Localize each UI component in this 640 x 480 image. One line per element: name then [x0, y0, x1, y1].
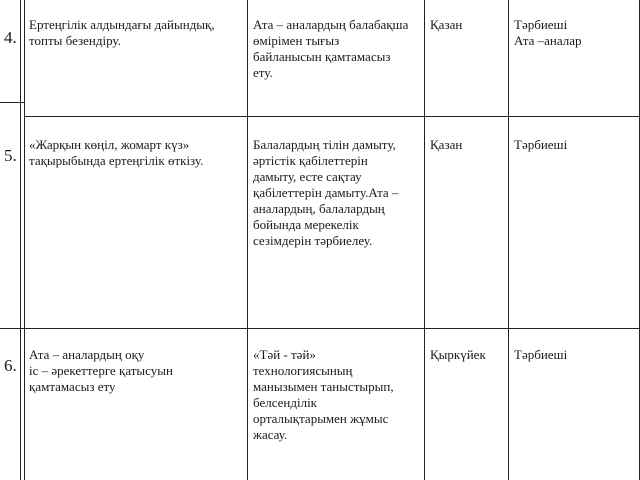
event-cell: Ертеңгілік алдындағы дайындық, топты безендіру.	[29, 17, 215, 48]
goal-cell: Ата – аналардың балабақша өмірімен тығыз байланысын қамтамасыз ету.	[253, 17, 409, 80]
goal-cell: Балалардың тілін дамыту, әртістік қабілеттерін дамыту, есте сақтау қабілеттерін дамыту.Ата – аналардың, балалардың бойында мерекелік сезімдерін тәрбиелеу.	[253, 137, 399, 248]
column-divider	[20, 0, 21, 480]
row-divider	[24, 116, 640, 117]
row-number: 6.	[4, 356, 17, 375]
month-cell: Қазан	[430, 17, 463, 32]
goal-cell: «Тәй - тәй» технологиясының манызымен таныстырып, белсенділік орталықтарымен жұмыс жасау.	[253, 347, 394, 442]
responsible-cell: Тәрбиеші Ата –аналар	[514, 17, 582, 48]
responsible-cell: Тәрбиеші	[514, 137, 568, 152]
responsible-cell: Тәрбиеші	[514, 347, 568, 362]
month-cell: Қазан	[430, 137, 463, 152]
column-divider	[424, 0, 425, 480]
column-divider	[247, 0, 248, 480]
row-divider	[0, 102, 24, 103]
row-number: 4.	[4, 28, 17, 47]
event-cell: «Жарқын көңіл, жомарт күз» тақырыбында ертеңгілік өткізу.	[29, 137, 204, 168]
row-divider	[0, 328, 640, 329]
event-cell: Ата – аналардың оқу іс – әрекеттерге қатысуын қамтамасыз ету	[29, 347, 173, 394]
column-divider	[508, 0, 509, 480]
row-number: 5.	[4, 146, 17, 165]
column-divider	[24, 0, 25, 480]
month-cell: Қыркүйек	[430, 347, 486, 362]
